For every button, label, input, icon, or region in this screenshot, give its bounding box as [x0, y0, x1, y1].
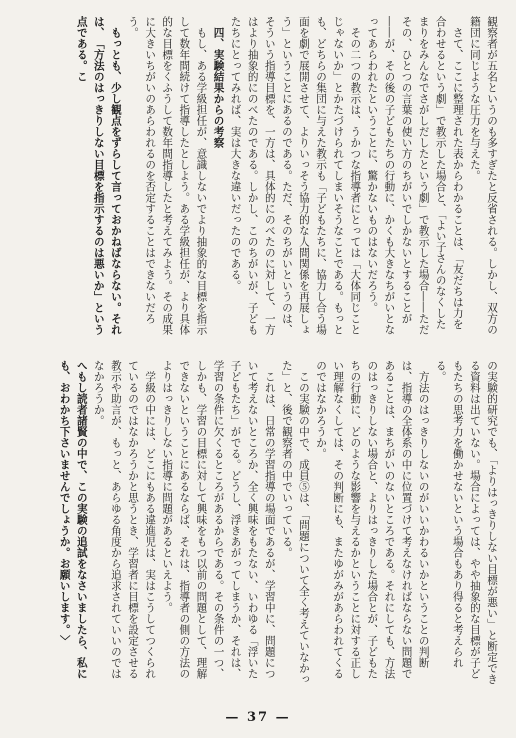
page-number: — 37 — [225, 710, 291, 725]
paragraph: 観察者が五名というのも多すぎたと反省される。しかし、双方の籍団に同じような圧力を与えた。 [468, 16, 498, 335]
paragraph: さて、ここに整理された表からわかることは、「友だちは力を合わせるという劇」で教示した場合と、「よい子さんのなくしたまりをみんなでさがしだしたという劇」で教示した場合――ただその、ひとつの言葉の使い方のちがいでしかないとすることが――が、その後の子どもたちの行動に、かくも大きなちがいとなってあらわれたということに、驚かないものはないだろう。 [366, 16, 464, 335]
paragraph: 方法のはっきりしないのがいいかわるいかということの判断は、指導の全体系の中に位置づけて考えなければならない問題であることは、まちがいのないところである。それにしても、方法のはっきりしない場合と、よりはっきりした場合とが、子どもたちの行動に、どのような影響を与えるかということに対する正しい理解なくしては、その判断にも、またゆがみがあらわれてくるのではなかろうか。 [315, 360, 430, 679]
closing-note: へもし読者諸賢の中で、この実験の追試をなさいましたら、私にも、おわかち下さいませんでしょうか。お願いします。〉 [58, 360, 88, 679]
paragraph: これは、日常の学習指導の場面であるが、学習中に、問題について考えないところか、全く興味をもたない、いわゆる「浮いた子どもたち」がでる。どうし、浮きあがってしまうか、それは、学習の条件に欠くるところがあるからである。その条件の一つ、しかも、学習の目標に対して興味をもつ以前の問題として、理解できないということにあるならば、それは、指導者の側の方法のよりはっきりしない指導に問題があるといえよう。 [161, 360, 276, 679]
upper-text-block [14, 16, 500, 338]
paragraph: もし、ある学級担任が、意識しないでより抽象的な目標を指示して数年間続けて指導したとしよう。ある学級担任が、より具体的な目標をくふうして数年間指導したと考えてみよう。その成果に大きいちがいのあらわれるのを否定することはできないだろう。 [127, 16, 208, 335]
section-heading: 四、実験結果からの考察 [212, 26, 225, 148]
paragraph: もっとも、少し観点をずらして言っておかねばならない。それは、「方法のはっきりしない目標を指示するのは悪いか」という点である。こ [75, 16, 122, 335]
lower-text-block [14, 360, 500, 686]
paragraph: この実験の中で、成員⑤は、「問題について全く考えていなかった」と、後で観察者の中でいっている。 [280, 360, 310, 685]
paragraph: の実験的研究でも、「よりはっきりしない目標が悪い」と断定できる資料は出ていない。場合によっては、やや抽象的な目標が子どもたちの思考力を働かせないという場合もあり得ると考えられる。 [434, 360, 498, 685]
paragraph: その二つの教示は、うかつな指導者にとっては「大体同じことじゃないか」とかたづけられてしまいそうなことである。もっとも、どちらの集団に与えた教示も「子どもたちに、協力し合う場面を劇で展開させて、よりいっそう協力的な人間関係を再展しょう」ということにあるのである。ただ、そのちがいというのは、そういう指導目標を、一方は、具体的にのべたのに対して、一方はより抽象的にのべたのである。しかし、このちがいが、子どもたちにとってみれば、実は大きな違いだったのである。 [229, 16, 362, 335]
paragraph: 学級の中には、どこにもある違進児は、実はこうしてつくられているのではなかろうかと思うとき、学習者に目標を設定させる教示や助言が、もっと、あらゆる角度から追求されていいのではなかろうか。 [92, 360, 157, 679]
